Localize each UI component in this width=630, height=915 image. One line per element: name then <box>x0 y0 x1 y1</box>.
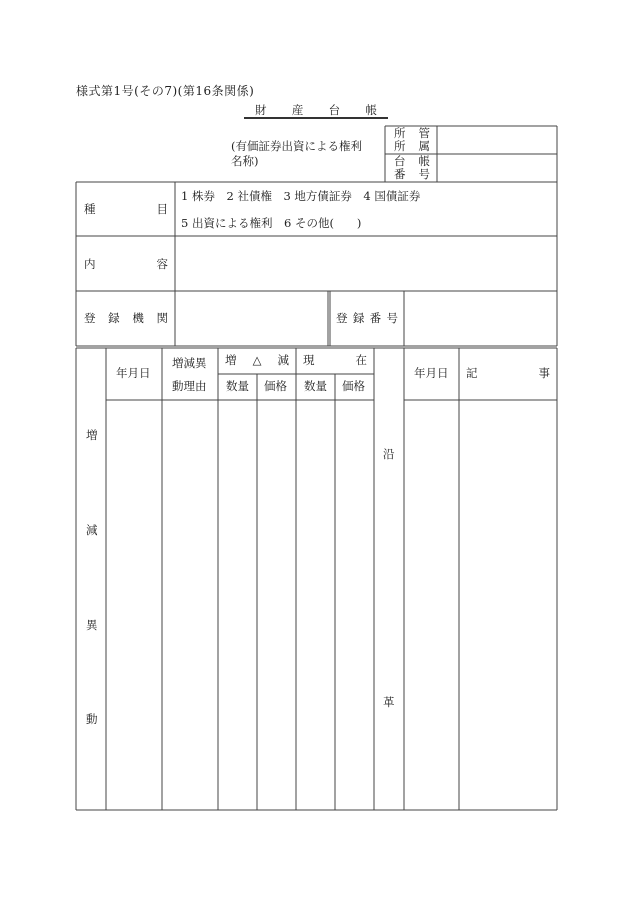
change-qty-header: 数量 <box>226 379 249 393</box>
history-date-header: 年月日 <box>414 366 449 380</box>
type-options-line1: 1 株券 2 社債権 3 地方債証券 4 国債証券 <box>181 189 421 203</box>
label-char: 号 <box>418 167 430 181</box>
change-side-char: 増 <box>86 428 98 442</box>
label-char: 番 <box>369 311 382 325</box>
change-price-header: 価格 <box>264 379 287 393</box>
change-table-body[interactable] <box>107 401 373 809</box>
label-char: 所 <box>394 126 406 140</box>
header-char: 現 <box>303 353 315 367</box>
office-input-cell[interactable] <box>438 127 556 153</box>
label-char: 属 <box>418 139 430 153</box>
header-char: 在 <box>355 353 367 367</box>
change-side-char: 異 <box>86 618 98 632</box>
registry-org-label <box>84 313 168 325</box>
securities-name-label-line2: 名称) <box>231 154 259 168</box>
change-side-char: 減 <box>86 523 98 537</box>
history-table-body[interactable] <box>405 401 556 809</box>
ledger-title <box>255 102 377 118</box>
type-label <box>84 204 168 216</box>
label-char: 容 <box>156 257 168 271</box>
label-char: 録 <box>352 311 365 325</box>
ledger-title-char: 台 <box>328 103 341 117</box>
history-side-char: 革 <box>383 695 395 709</box>
change-reason-header-line2: 動理由 <box>172 379 207 393</box>
securities-name-label-line1: (有価証券出資による権利 <box>231 139 362 153</box>
ledger-title-char: 財 <box>255 103 267 117</box>
registry-number-input-cell[interactable] <box>405 292 556 345</box>
ledger-number-label-2 <box>394 169 430 181</box>
history-side-char: 沿 <box>383 447 395 461</box>
label-char: 号 <box>386 311 398 325</box>
history-note-header <box>466 368 550 380</box>
current-qty-header: 数量 <box>304 379 327 393</box>
label-char: 登 <box>84 311 96 325</box>
content-input-cell[interactable] <box>176 237 556 290</box>
content-label <box>84 259 168 271</box>
label-char: 録 <box>108 311 120 325</box>
current-header <box>303 355 367 367</box>
increase-decrease-header <box>225 355 289 367</box>
label-char: 帳 <box>418 154 430 168</box>
header-char: 記 <box>466 366 478 380</box>
ledger-number-label-1 <box>394 156 430 168</box>
change-reason-header-line1: 増減異 <box>172 356 207 370</box>
label-char: 種 <box>84 202 96 216</box>
ledger-number-input-cell[interactable] <box>438 155 556 181</box>
registry-number-label <box>336 313 398 325</box>
label-char: 管 <box>418 126 430 140</box>
office-label-2 <box>394 141 430 153</box>
ledger-title-char: 帳 <box>365 103 377 117</box>
label-char: 目 <box>156 202 168 216</box>
change-side-char: 動 <box>86 712 98 726</box>
ledger-title-char: 産 <box>291 103 304 117</box>
label-char: 内 <box>84 257 96 271</box>
label-char: 機 <box>132 311 144 325</box>
label-char: 台 <box>394 154 406 168</box>
label-char: 登 <box>336 311 348 325</box>
title-underline <box>244 117 388 119</box>
header-char: 事 <box>538 366 550 380</box>
registry-org-input-cell[interactable] <box>176 292 327 345</box>
current-price-header: 価格 <box>342 379 365 393</box>
type-options-line2: 5 出資による権利 6 その他( ) <box>181 216 362 230</box>
office-label-1 <box>394 128 430 140</box>
change-date-header: 年月日 <box>116 366 151 380</box>
header-char: 減 <box>277 353 289 367</box>
label-char: 番 <box>394 167 406 181</box>
header-char: △ <box>252 353 262 367</box>
header-char: 増 <box>225 353 237 367</box>
label-char: 所 <box>394 139 406 153</box>
label-char: 関 <box>156 311 168 325</box>
form-label: 様式第1号(その7)(第16条関係) <box>76 84 255 98</box>
